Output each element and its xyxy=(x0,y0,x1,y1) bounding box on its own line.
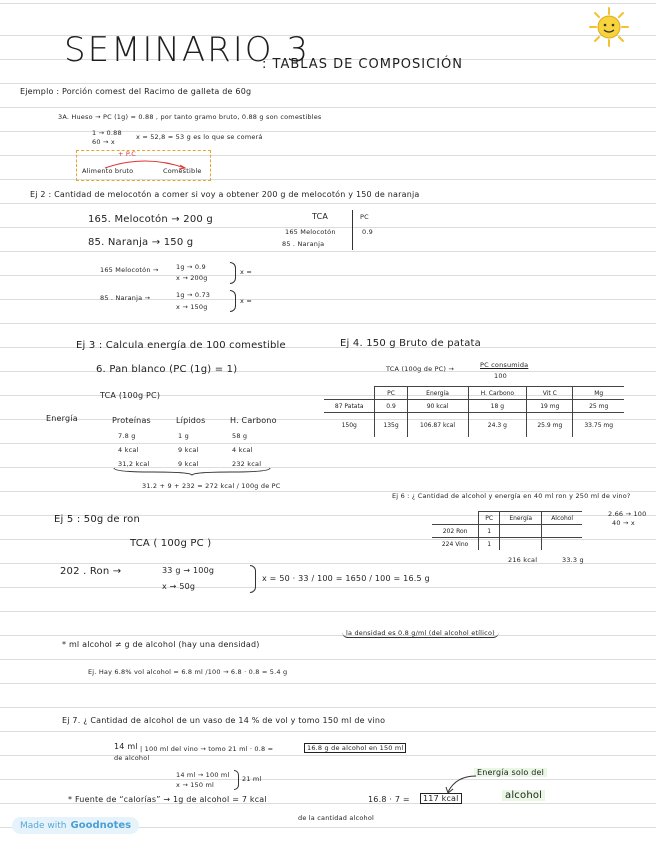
exercise-3-v2-protein: 4 kcal xyxy=(118,446,139,454)
table-cell: 224 Vino xyxy=(432,538,479,551)
exercise-7-rule-b: x → 150 ml xyxy=(176,781,215,789)
exercise-7-kcal-result: 117 kcal xyxy=(420,793,462,804)
exercise-5-label: Ej 5 : 50g de ron xyxy=(54,514,141,525)
exercise-2-row2: 85 . Naranja xyxy=(282,240,325,248)
exercise-2-calc1-label: 165 Melocotón → xyxy=(100,266,159,274)
table-cell: PC xyxy=(375,387,407,400)
exercise-3-col-lipid: Lípidos xyxy=(176,416,206,425)
table-cell: 150g xyxy=(324,413,375,438)
exercise-2-calc2-b: x → 150g xyxy=(176,303,208,311)
exercise-3-col-energy: Energía xyxy=(46,414,78,423)
exercise-7-rule-result: 21 ml xyxy=(242,775,262,783)
exercise-3-col-carb: H. Carbono xyxy=(230,416,277,425)
exercise-7-note-a: Energía solo del xyxy=(474,768,547,777)
exercise-2-pc1: 0.9 xyxy=(362,228,373,236)
table-cell xyxy=(500,525,542,538)
exercise-2-tca: TCA xyxy=(312,212,329,221)
exercise-6-table xyxy=(432,511,582,550)
exercise-3-total: 31.2 + 9 + 232 = 272 kcal / 100g de PC xyxy=(142,482,281,490)
table-row xyxy=(324,400,624,413)
example-1-label: Ejemplo : Porción comest del Racimo de galleta de 60g xyxy=(20,87,252,96)
table-row xyxy=(432,538,582,551)
exercise-3-v1-lipid: 1 g xyxy=(178,432,189,440)
exercise-2-row1: 165 Melocotón xyxy=(285,228,336,236)
exercise-3-v1-protein: 7.8 g xyxy=(118,432,136,440)
sun-sticker-icon xyxy=(588,6,630,48)
table-cell: 106.87 kcal xyxy=(407,413,468,438)
table-cell: Alcohol xyxy=(542,512,582,525)
exercise-6-note1: 2.66 → 100 xyxy=(608,510,647,518)
exercise-3-v2-lipid: 9 kcal xyxy=(178,446,199,454)
exercise-2-calc1-b: x → 200g xyxy=(176,274,208,282)
page-title: SEMINARIO 3 xyxy=(64,30,310,70)
exercise-3-underbrace-icon xyxy=(112,466,272,476)
exercise-7-label: Ej 7. ¿ Cantidad de alcohol de un vaso de 14 % de vol y tomo 150 ml de vino xyxy=(62,716,386,725)
exercise-2-pc: PC xyxy=(360,213,369,221)
exercise-2-line1: 165. Melocotón → 200 g xyxy=(88,214,213,225)
exercise-6-note2: 40 → x xyxy=(612,519,635,527)
exercise-2-calc2-result: x = xyxy=(240,297,252,305)
exercise-2-calc1-a: 1g → 0.9 xyxy=(176,263,206,271)
table-cell: 18 g xyxy=(468,400,527,413)
page-subtitle: : TABLAS DE COMPOSICIÓN xyxy=(262,57,463,72)
table-cell: 1 xyxy=(479,538,500,551)
table-row xyxy=(324,413,624,438)
table-cell xyxy=(324,387,375,400)
table-cell xyxy=(542,538,582,551)
exercise-2-line2: 85. Naranja → 150 g xyxy=(88,237,194,248)
table-cell: PC xyxy=(479,512,500,525)
exercise-5-ron: 202 . Ron → xyxy=(60,566,122,577)
exercise-2-calc1-result: x = xyxy=(240,268,252,276)
table-cell: 0.9 xyxy=(375,400,407,413)
exercise-2-calc2-a: 1g → 0.73 xyxy=(176,291,211,299)
table-cell: H. Carbono xyxy=(468,387,527,400)
table-cell: 25.9 mg xyxy=(527,413,573,438)
table-cell: Vit C xyxy=(527,387,573,400)
table-cell: 90 kcal xyxy=(407,400,468,413)
table-cell: 135g xyxy=(375,413,407,438)
exercise-7-boxed-result: 16.8 g de alcohol en 150 ml xyxy=(304,743,406,753)
exercise-3-tca: TCA (100g PC) xyxy=(100,391,161,400)
exercise-5-tca: TCA ( 100g PC ) xyxy=(130,538,212,549)
example-1-result: x = 52,8 ≈ 53 g es lo que se comerá xyxy=(136,133,263,141)
exercise-4-frac-top: PC consumida xyxy=(480,361,529,369)
exercise-7-14ml-sub: de alcohol xyxy=(114,754,150,762)
table-cell xyxy=(542,525,582,538)
table-row xyxy=(324,387,624,400)
exercise-7-14ml: 14 ml xyxy=(114,742,138,751)
table-cell: 24.3 g xyxy=(468,413,527,438)
process-right-label: Comestible xyxy=(163,167,202,175)
exercise-7-rule-a: 14 ml → 100 ml xyxy=(176,771,230,779)
alcohol-note: * ml alcohol ≠ g de alcohol (hay una densidad) xyxy=(62,640,260,649)
example-1-rule-a: 1 → 0.88 xyxy=(92,129,122,137)
example-1-rule-b: 60 → x xyxy=(92,138,115,146)
table-cell: 87 Patata xyxy=(324,400,375,413)
table-cell: 25 mg xyxy=(573,400,624,413)
exercise-2-calc2-label: 85 . Naranja → xyxy=(100,294,151,302)
exercise-4-line: TCA (100g de PC) → xyxy=(386,365,455,373)
exercise-7-kcal-line: * Fuente de “calorías” → 1g de alcohol = 7 kcal xyxy=(68,795,267,804)
exercise-7-calc: | 100 ml del vino → tomo 21 ml · 0.8 = xyxy=(140,745,274,753)
exercise-5-rule-b: x → 50g xyxy=(162,582,196,591)
exercise-4-label: Ej 4. 150 g Bruto de patata xyxy=(340,338,481,349)
table-cell xyxy=(432,512,479,525)
table-cell: Mg xyxy=(573,387,624,400)
alcohol-density-bubble: la densidad es 0.8 g/ml (del alcohol etílico) xyxy=(342,629,499,638)
example-1-line1: 3A. Hueso → PC (1g) = 0.88 , por tanto gramo bruto, 0.88 g son comestibles xyxy=(58,113,322,121)
process-left-label: Alimento bruto xyxy=(82,167,134,175)
exercise-3-col-protein: Proteínas xyxy=(112,416,151,425)
exercise-6-footer-energy: 216 kcal xyxy=(508,556,538,564)
exercise-2-label: Ej 2 : Cantidad de melocotón a comer si voy a obtener 200 g de melocotón y 150 de naranja xyxy=(30,190,420,199)
table-cell: 33.75 mg xyxy=(573,413,624,438)
exercise-7-kcal-calc: 16.8 · 7 = xyxy=(368,795,410,804)
exercise-5-result: x = 50 · 33 / 100 = 1650 / 100 = 16.5 g xyxy=(262,574,430,583)
exercise-3-v3-carb: 232 kcal xyxy=(232,460,262,468)
exercise-3-v3-protein: 31,2 kcal xyxy=(118,460,150,468)
table-row xyxy=(432,512,582,525)
badge-made-with: Made with xyxy=(20,820,67,831)
exercise-7-note-b: alcohol xyxy=(502,790,545,801)
exercise-3-line1: 6. Pan blanco (PC (1g) = 1) xyxy=(96,364,238,375)
exercise-7-kcal-sub: de la cantidad alcohol xyxy=(298,814,375,822)
table-cell: 202 Ron xyxy=(432,525,479,538)
table-cell: 19 mg xyxy=(527,400,573,413)
exercise-3-label: Ej 3 : Calcula energía de 100 comestible xyxy=(76,340,286,351)
table-cell: Energía xyxy=(407,387,468,400)
exercise-4-frac-bottom: 100 xyxy=(494,372,508,380)
table-cell: 1 xyxy=(479,525,500,538)
exercise-3-v1-carb: 58 g xyxy=(232,432,248,440)
exercise-6-footer-alcohol: 33.3 g xyxy=(562,556,584,564)
badge-brand: Goodnotes xyxy=(70,820,132,831)
exercise-5-rule-a: 33 g → 100g xyxy=(162,566,215,575)
table-cell: Energía xyxy=(500,512,542,525)
exercise-3-v2-carb: 4 kcal xyxy=(232,446,253,454)
table-cell xyxy=(500,538,542,551)
alcohol-example: Ej. Hay 6.8% vol alcohol = 6.8 ml /100 → 6.8 · 0.8 = 5.4 g xyxy=(88,668,288,676)
exercise-3-v3-lipid: 9 kcal xyxy=(178,460,199,468)
exercise-7-note-arrow-icon xyxy=(444,774,478,796)
exercise-4-table xyxy=(324,386,624,437)
process-arrow-label: + P.C xyxy=(118,150,137,158)
exercise-6-label: Ej 6 : ¿ Cantidad de alcohol y energía en 40 ml ron y 250 ml de vino? xyxy=(392,492,631,500)
made-with-goodnotes-badge[interactable] xyxy=(12,817,139,834)
table-row xyxy=(432,525,582,538)
